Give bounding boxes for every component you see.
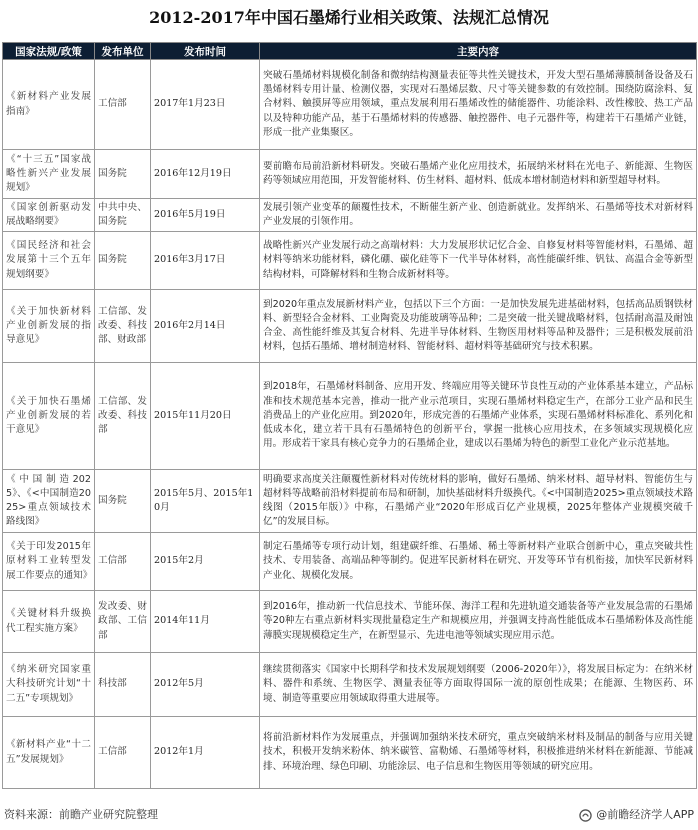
table-row <box>3 717 697 789</box>
cell-content: 明确要求高度关注颠覆性新材料对传统材料的影响，做好石墨烯、纳米材料、超导材料、智能仿生与超材料等战略前沿材料提前布局和研制，加快基础材料升级换代。《<中国制造2025>重点领域技术路线图（2015年版）》中称，石墨烯产业“2020年形成百亿产业规模，2025年整体产业规模突破千亿”的发展目标。 <box>260 470 697 533</box>
table-row <box>3 150 697 199</box>
cell-content: 要前瞻布局前沿新材料研发。突破石墨烯产业化应用技术，拓展纳米材料在光电子、新能源、生物医药等领域应用范围，开发智能材料、仿生材料、超材料、低成本增材制造材料和新型超导材料。 <box>260 150 697 199</box>
table-row <box>3 199 697 232</box>
table-row <box>3 653 697 717</box>
cell-issuer: 科技部 <box>95 653 151 717</box>
cell-content: 突破石墨烯材料规模化制备和微纳结构测量表征等共性关键技术，开发大型石墨烯薄膜制备设备及石墨烯材料专用计量、检测仪器，实现对石墨烯层数、尺寸等关键参数的有效控制。围绕防腐涂料、复合材料、触摸屏等应用领域，重点发展利用石墨烯改性的储能器件、功能涂料、改性橡胶、热工产品以及特种功能产品，基于石墨烯材料的传感器、触控器件、电子元器件等，构建若干石墨烯产业链，形成一批产业集聚区。 <box>260 60 697 150</box>
cell-law: 《“十三五”国家战略性新兴产业发展规划》 <box>3 150 95 199</box>
cell-law: 《纳米研究国家重大科技研究计划“十二五”专项规划》 <box>3 653 95 717</box>
cell-issuer: 发改委、财政部、工信部 <box>95 591 151 653</box>
footer <box>0 804 698 826</box>
cell-content: 到2018年，石墨烯材料制备、应用开发、终端应用等关键环节良性互动的产业体系基本建立，产品标准和技术规范基本完善，推动一批产业示范项目，实现石墨烯材料稳定生产，在部分工业产品和民生消费品上的产业化应用。到2020年，形成完善的石墨烯产业体系，实现石墨烯材料标准化、系列化和低成本化，建立若干具有石墨烯特色的创新平台，掌握一批核心应用技术，在多领域实现规模化应用。形成若干家具有核心竞争力的石墨烯企业，建成以石墨烯为特色的新型工业化产业示范基地。 <box>260 363 697 470</box>
policy-table <box>2 42 697 789</box>
cell-law: 《关于印发2015年原材料工业转型发展工作要点的通知》 <box>3 533 95 591</box>
page-title: 2012-2017年中国石墨烯行业相关政策、法规汇总情况 <box>149 8 549 27</box>
cell-content: 制定石墨烯等专项行动计划，组建碳纤维、石墨烯、稀土等新材料产业联合创新中心，重点突破共性技术、专用装备、高端品种等制约。促进军民新材料在研究、开发等环节有机衔接，加快军民新材料产业化、规模化发展。 <box>260 533 697 591</box>
column-header-content: 主要内容 <box>260 43 697 60</box>
cell-content: 发展引领产业变革的颠覆性技术，不断催生新产业、创造新就业。发挥纳米、石墨烯等技术对新材料产业发展的引领作用。 <box>260 199 697 232</box>
cell-date: 2016年3月17日 <box>151 232 260 290</box>
cell-issuer: 工信部、发改委、科技部、财政部 <box>95 290 151 363</box>
cell-date: 2015年11月20日 <box>151 363 260 470</box>
brand-logo-icon <box>579 809 592 822</box>
table-row <box>3 533 697 591</box>
cell-date: 2016年5月19日 <box>151 199 260 232</box>
brand-credit <box>579 804 694 826</box>
cell-issuer: 中共中央、国务院 <box>95 199 151 232</box>
cell-law: 《关于加快石墨烯产业创新发展的若干意见》 <box>3 363 95 470</box>
cell-issuer: 国务院 <box>95 470 151 533</box>
table-row <box>3 232 697 290</box>
cell-date: 2012年5月 <box>151 653 260 717</box>
cell-content: 到2020年重点发展新材料产业，包括以下三个方面：一是加快发展先进基础材料，包括高品质钢铁材料、新型轻合金材料、工业陶瓷及功能玻璃等品种；二是突破一批关键战略材料，包括耐高温及耐蚀合金、高性能纤维及其复合材料、先进半导体材料、生物医用材料等品种及器件；三是积极发展前沿材料，包括石墨烯、增材制造材料、智能材料、超材料等基础研究与技术积累。 <box>260 290 697 363</box>
brand-text: @前瞻经济学人APP <box>596 808 694 821</box>
cell-issuer: 工信部 <box>95 717 151 789</box>
cell-issuer: 国务院 <box>95 232 151 290</box>
table-row <box>3 290 697 363</box>
table-row <box>3 591 697 653</box>
cell-date: 2015年2月 <box>151 533 260 591</box>
cell-content: 继续贯彻落实《国家中长期科学和技术发展规划纲要（2006-2020年）》，将发展目标定为：在纳米材料、器件和系统、生物医学、测量表征等方面取得国际一流的原创性成果；在能源、生物医药、环境、制造等重要应用领域取得重大进展等。 <box>260 653 697 717</box>
cell-law: 《新材料产业发展指南》 <box>3 60 95 150</box>
cell-content: 到2016年，推动新一代信息技术、节能环保、海洋工程和先进轨道交通装备等产业发展急需的石墨烯等20种左右重点新材料实现批量稳定生产和规模应用，并强调支持高性能低成本石墨烯粉体及高性能薄膜实现规模稳定生产，在新型显示、先进电池等领域实现应用示范。 <box>260 591 697 653</box>
cell-date: 2017年1月23日 <box>151 60 260 150</box>
cell-issuer: 工信部 <box>95 60 151 150</box>
column-header-law: 国家法规/政策 <box>3 43 95 60</box>
cell-law: 《国家创新驱动发展战略纲要》 <box>3 199 95 232</box>
table-row <box>3 60 697 150</box>
source-note: 资料来源：前瞻产业研究院整理 <box>4 808 158 821</box>
cell-date: 2015年5月、2015年10月 <box>151 470 260 533</box>
cell-date: 2016年2月14日 <box>151 290 260 363</box>
table-row <box>3 470 697 533</box>
table-header-row <box>3 43 697 60</box>
cell-issuer: 工信部 <box>95 533 151 591</box>
cell-issuer: 国务院 <box>95 150 151 199</box>
table-row <box>3 363 697 470</box>
cell-date: 2016年12月19日 <box>151 150 260 199</box>
cell-law: 《国民经济和社会发展第十三个五年规划纲要》 <box>3 232 95 290</box>
cell-law: 《关键材料升级换代工程实施方案》 <box>3 591 95 653</box>
cell-date: 2012年1月 <box>151 717 260 789</box>
column-header-date: 发布时间 <box>151 43 260 60</box>
cell-law: 《中国制造2025》、《<中国制造2025>重点领域技术路线图》 <box>3 470 95 533</box>
cell-issuer: 工信部、发改委、科技部 <box>95 363 151 470</box>
cell-law: 《关于加快新材料产业创新发展的指导意见》 <box>3 290 95 363</box>
cell-date: 2014年11月 <box>151 591 260 653</box>
cell-law: 《新材料产业“十二五”发展规划》 <box>3 717 95 789</box>
cell-content: 战略性新兴产业发展行动之高端材料：大力发展形状记忆合金、自修复材料等智能材料，石墨烯、超材料等纳米功能材料，磷化硼、碳化硅等下一代半导体材料，高性能碳纤维、钒钛、高温合金等新型结构材料，可降解材料和生物合成新材料等。 <box>260 232 697 290</box>
column-header-issuer: 发布单位 <box>95 43 151 60</box>
cell-content: 将前沿新材料作为发展重点，并强调加强纳米技术研究，重点突破纳米材料及制品的制备与应用关键技术，积极开发纳米粉体、纳米碳管、富勒烯、石墨烯等材料，积极推进纳米材料在新能源、节能减排、环境治理、绿色印刷、功能涂层、电子信息和生物医用等领域的研究应用。 <box>260 717 697 789</box>
